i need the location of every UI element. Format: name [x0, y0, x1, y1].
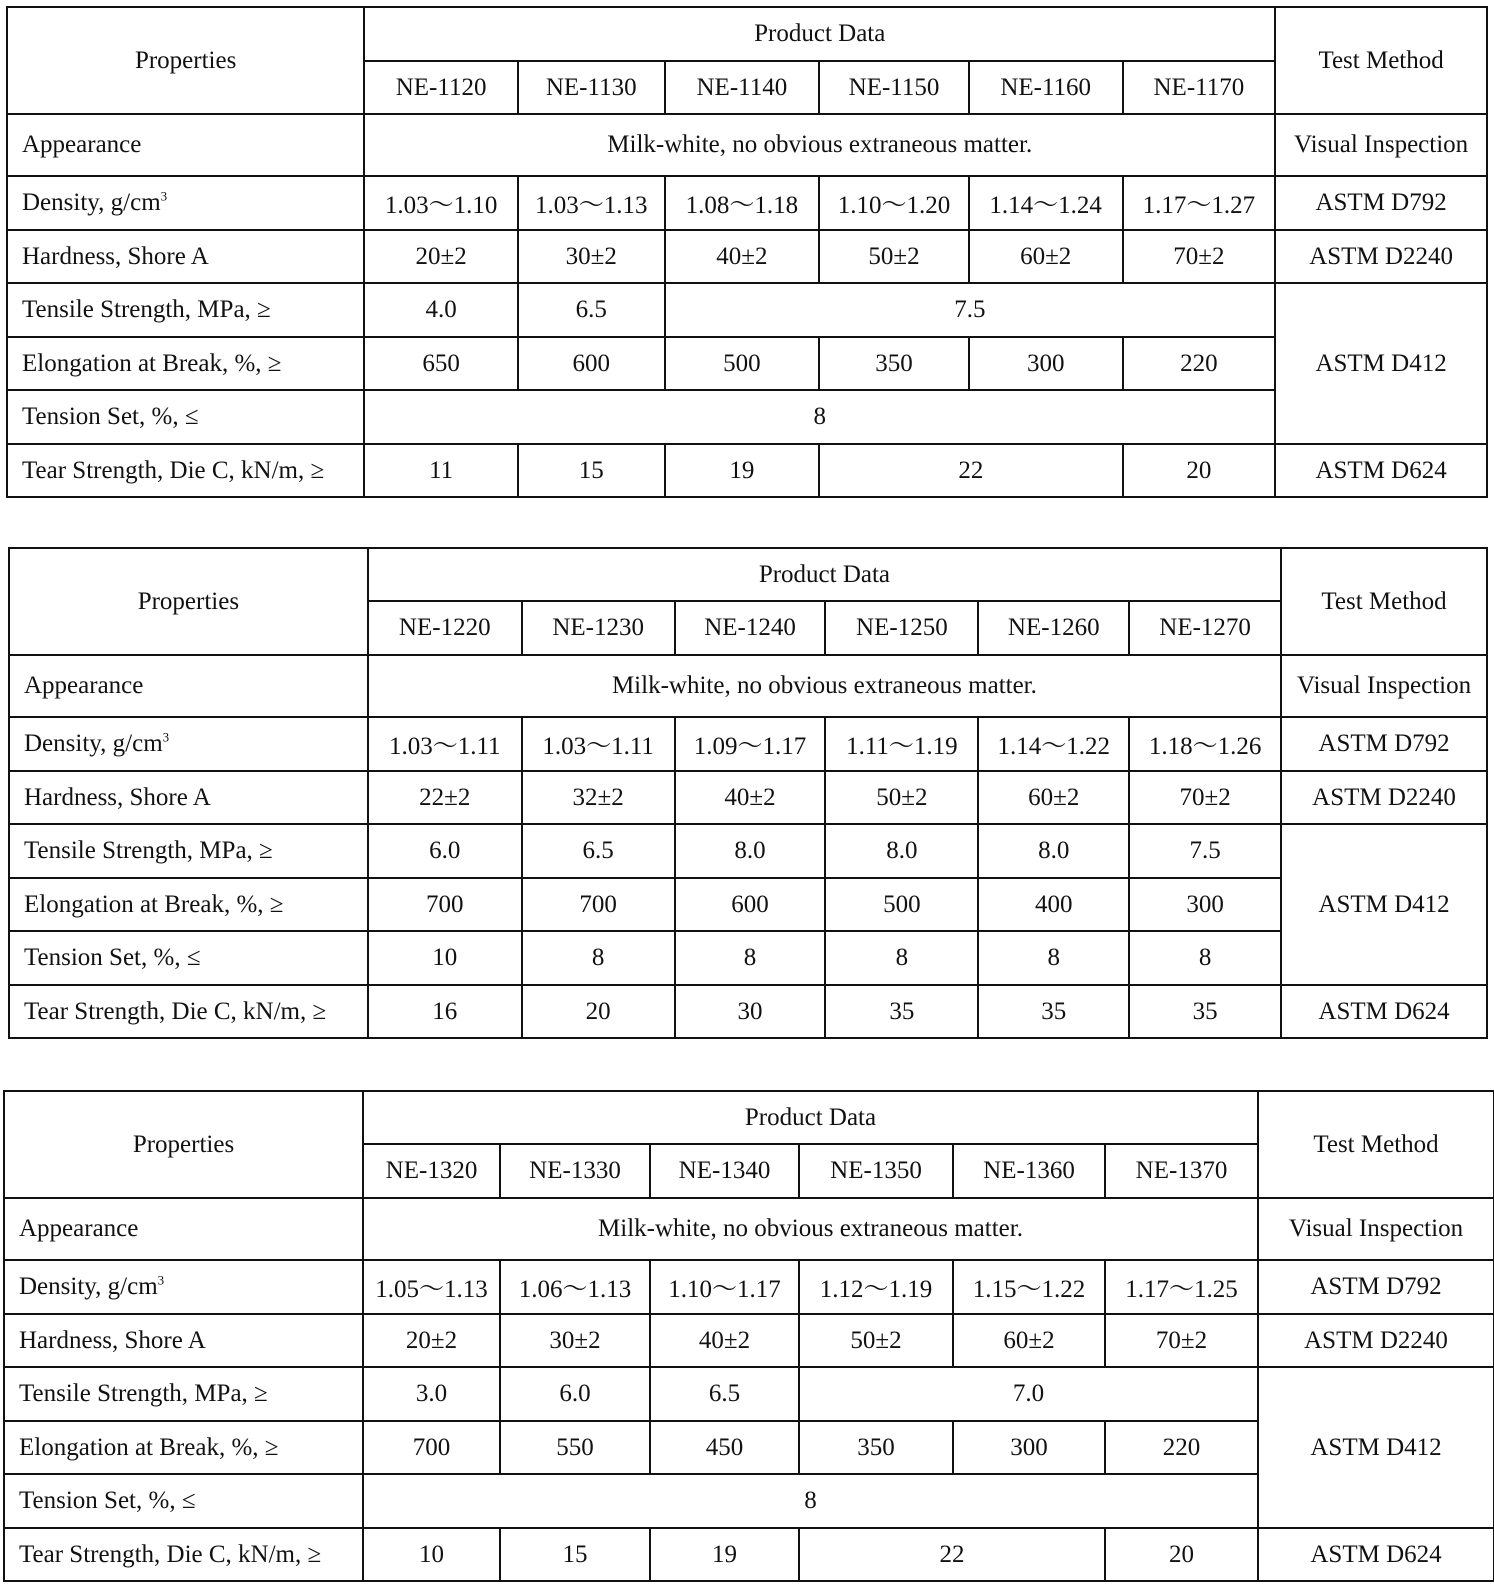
hardness-cell: 30±2	[518, 230, 665, 283]
tensile-cell: 6.0	[368, 824, 522, 878]
elongation-cell: 300	[969, 337, 1123, 390]
tear-cell: 20	[522, 985, 675, 1038]
tear-cell: 35	[1129, 985, 1281, 1038]
test-method-visual: Visual Inspection	[1281, 655, 1487, 717]
row-label-tensile: Tensile Strength, MPa, ≥	[7, 283, 364, 337]
tensile-cell: 3.0	[363, 1367, 500, 1421]
row-label-elongation: Elongation at Break, %, ≥	[7, 337, 364, 390]
density-cell: 1.08～1.18	[665, 176, 820, 230]
header-properties: Properties	[9, 548, 368, 655]
density-cell: 1.14～1.24	[969, 176, 1123, 230]
elongation-cell: 500	[665, 337, 820, 390]
hardness-cell: 60±2	[969, 230, 1123, 283]
test-method-d412: ASTM D412	[1258, 1367, 1494, 1528]
hardness-cell: 70±2	[1105, 1314, 1258, 1367]
row-label-elongation: Elongation at Break, %, ≥	[9, 878, 368, 931]
density-cell: 1.03～1.11	[522, 717, 675, 771]
tear-cell: 22	[799, 1528, 1105, 1581]
tension-set-cell: 10	[368, 931, 522, 985]
test-method-d2240: ASTM D2240	[1275, 230, 1487, 283]
hardness-cell: 50±2	[825, 771, 978, 824]
hardness-cell: 20±2	[364, 230, 518, 283]
hardness-cell: 22±2	[368, 771, 522, 824]
elongation-cell: 650	[364, 337, 518, 390]
elongation-cell: 300	[953, 1421, 1105, 1474]
tension-set-cell: 8	[364, 390, 1275, 444]
tension-set-cell: 8	[825, 931, 978, 985]
grade-header: NE-1150	[819, 61, 969, 114]
test-method-d792: ASTM D792	[1258, 1260, 1494, 1314]
hardness-cell: 70±2	[1123, 230, 1276, 283]
tensile-cell: 6.5	[522, 824, 675, 878]
spec-table-3	[3, 1090, 1494, 1582]
elongation-cell: 350	[819, 337, 969, 390]
tension-set-cell: 8	[675, 931, 826, 985]
spec-table-1	[6, 6, 1488, 498]
row-label-appearance: Appearance	[9, 655, 368, 717]
tear-cell: 30	[675, 985, 826, 1038]
density-cell: 1.17～1.27	[1123, 176, 1276, 230]
tensile-cell: 8.0	[978, 824, 1129, 878]
tension-set-cell: 8	[978, 931, 1129, 985]
grade-header: NE-1370	[1105, 1144, 1258, 1198]
hardness-cell: 30±2	[500, 1314, 650, 1367]
header-product-data: Product Data	[364, 7, 1275, 61]
test-method-visual: Visual Inspection	[1275, 114, 1487, 176]
row-label-tear: Tear Strength, Die C, kN/m, ≥	[7, 444, 364, 497]
density-cell: 1.10～1.17	[650, 1260, 799, 1314]
density-cell: 1.14～1.22	[978, 717, 1129, 771]
grade-header: NE-1350	[799, 1144, 953, 1198]
header-properties: Properties	[4, 1091, 363, 1198]
elongation-cell: 700	[363, 1421, 500, 1474]
hardness-cell: 50±2	[819, 230, 969, 283]
appearance-value: Milk-white, no obvious extraneous matter.	[363, 1198, 1258, 1260]
row-label-density	[7, 176, 364, 230]
tear-cell: 19	[650, 1528, 799, 1581]
grade-header: NE-1340	[650, 1144, 799, 1198]
grade-header: NE-1120	[364, 61, 518, 114]
test-method-d792: ASTM D792	[1281, 717, 1487, 771]
elongation-cell: 600	[675, 878, 826, 931]
row-label-density	[4, 1260, 363, 1314]
density-cell: 1.10～1.20	[819, 176, 969, 230]
row-label-appearance: Appearance	[7, 114, 364, 176]
tear-cell: 19	[665, 444, 820, 497]
grade-header: NE-1130	[518, 61, 665, 114]
density-cell: 1.12～1.19	[799, 1260, 953, 1314]
grade-header: NE-1320	[363, 1144, 500, 1198]
row-label-tension-set: Tension Set, %, ≤	[7, 390, 364, 444]
hardness-cell: 40±2	[675, 771, 826, 824]
tear-cell: 11	[364, 444, 518, 497]
appearance-value: Milk-white, no obvious extraneous matter.	[364, 114, 1275, 176]
elongation-cell: 700	[522, 878, 675, 931]
density-cell: 1.03～1.11	[368, 717, 522, 771]
grade-header: NE-1330	[500, 1144, 650, 1198]
grade-header: NE-1250	[825, 601, 978, 655]
test-method-d2240: ASTM D2240	[1258, 1314, 1494, 1367]
header-test-method: Test Method	[1258, 1091, 1494, 1198]
density-cell: 1.03～1.10	[364, 176, 518, 230]
header-test-method: Test Method	[1275, 7, 1487, 114]
tear-cell: 15	[518, 444, 665, 497]
row-label-tension-set: Tension Set, %, ≤	[9, 931, 368, 985]
tension-set-cell: 8	[522, 931, 675, 985]
row-label-tear: Tear Strength, Die C, kN/m, ≥	[9, 985, 368, 1038]
density-cell: 1.17～1.25	[1105, 1260, 1258, 1314]
density-label-text: Density, g/cm	[24, 730, 163, 757]
tensile-cell: 8.0	[675, 824, 826, 878]
tensile-cell: 4.0	[364, 283, 518, 337]
row-label-hardness: Hardness, Shore A	[4, 1314, 363, 1367]
density-cell: 1.03～1.13	[518, 176, 665, 230]
row-label-tensile: Tensile Strength, MPa, ≥	[9, 824, 368, 878]
tension-set-cell: 8	[363, 1474, 1258, 1528]
tear-cell: 20	[1105, 1528, 1258, 1581]
density-cell: 1.05～1.13	[363, 1260, 500, 1314]
tear-cell: 35	[978, 985, 1129, 1038]
header-properties: Properties	[7, 7, 364, 114]
tensile-cell: 7.0	[799, 1367, 1258, 1421]
grade-header: NE-1160	[969, 61, 1123, 114]
density-cell: 1.06～1.13	[500, 1260, 650, 1314]
test-method-visual: Visual Inspection	[1258, 1198, 1494, 1260]
grade-header: NE-1240	[675, 601, 826, 655]
tear-cell: 35	[825, 985, 978, 1038]
hardness-cell: 70±2	[1129, 771, 1281, 824]
test-method-d792: ASTM D792	[1275, 176, 1487, 230]
header-test-method: Test Method	[1281, 548, 1487, 655]
hardness-cell: 50±2	[799, 1314, 953, 1367]
tensile-cell: 7.5	[665, 283, 1276, 337]
elongation-cell: 400	[978, 878, 1129, 931]
tear-cell: 22	[819, 444, 1122, 497]
hardness-cell: 40±2	[665, 230, 820, 283]
grade-header: NE-1260	[978, 601, 1129, 655]
elongation-cell: 220	[1123, 337, 1276, 390]
test-method-d2240: ASTM D2240	[1281, 771, 1487, 824]
row-label-elongation: Elongation at Break, %, ≥	[4, 1421, 363, 1474]
elongation-cell: 450	[650, 1421, 799, 1474]
test-method-d624: ASTM D624	[1281, 985, 1487, 1038]
row-label-density	[9, 717, 368, 771]
tear-cell: 15	[500, 1528, 650, 1581]
tensile-cell: 6.0	[500, 1367, 650, 1421]
test-method-d412: ASTM D412	[1281, 824, 1487, 985]
density-cell: 1.09～1.17	[675, 717, 826, 771]
elongation-cell: 300	[1129, 878, 1281, 931]
spec-table-2	[8, 547, 1488, 1039]
tear-cell: 16	[368, 985, 522, 1038]
test-method-d412: ASTM D412	[1275, 283, 1487, 444]
tensile-cell: 6.5	[650, 1367, 799, 1421]
hardness-cell: 32±2	[522, 771, 675, 824]
density-label-text: Density, g/cm	[22, 189, 161, 216]
density-cell: 1.15～1.22	[953, 1260, 1105, 1314]
elongation-cell: 350	[799, 1421, 953, 1474]
elongation-cell: 600	[518, 337, 665, 390]
row-label-hardness: Hardness, Shore A	[9, 771, 368, 824]
density-cell: 1.18～1.26	[1129, 717, 1281, 771]
hardness-cell: 60±2	[953, 1314, 1105, 1367]
elongation-cell: 500	[825, 878, 978, 931]
grade-header: NE-1220	[368, 601, 522, 655]
row-label-appearance: Appearance	[4, 1198, 363, 1260]
row-label-tension-set: Tension Set, %, ≤	[4, 1474, 363, 1528]
tensile-cell: 7.5	[1129, 824, 1281, 878]
test-method-d624: ASTM D624	[1275, 444, 1487, 497]
row-label-hardness: Hardness, Shore A	[7, 230, 364, 283]
density-unit-exponent: 3	[160, 188, 168, 204]
grade-header: NE-1230	[522, 601, 675, 655]
header-product-data: Product Data	[363, 1091, 1258, 1144]
density-cell: 1.11～1.19	[825, 717, 978, 771]
header-product-data: Product Data	[368, 548, 1281, 601]
grade-header: NE-1360	[953, 1144, 1105, 1198]
tensile-cell: 6.5	[518, 283, 665, 337]
tension-set-cell: 8	[1129, 931, 1281, 985]
row-label-tear: Tear Strength, Die C, kN/m, ≥	[4, 1528, 363, 1581]
grade-header: NE-1170	[1123, 61, 1276, 114]
hardness-cell: 60±2	[978, 771, 1129, 824]
elongation-cell: 550	[500, 1421, 650, 1474]
density-unit-exponent: 3	[162, 729, 170, 745]
hardness-cell: 20±2	[363, 1314, 500, 1367]
grade-header: NE-1140	[665, 61, 820, 114]
tensile-cell: 8.0	[825, 824, 978, 878]
tear-cell: 20	[1123, 444, 1276, 497]
elongation-cell: 220	[1105, 1421, 1258, 1474]
test-method-d624: ASTM D624	[1258, 1528, 1494, 1581]
elongation-cell: 700	[368, 878, 522, 931]
appearance-value: Milk-white, no obvious extraneous matter.	[368, 655, 1281, 717]
row-label-tensile: Tensile Strength, MPa, ≥	[4, 1367, 363, 1421]
density-label-text: Density, g/cm	[19, 1273, 158, 1300]
tear-cell: 10	[363, 1528, 500, 1581]
hardness-cell: 40±2	[650, 1314, 799, 1367]
grade-header: NE-1270	[1129, 601, 1281, 655]
density-unit-exponent: 3	[157, 1272, 165, 1288]
